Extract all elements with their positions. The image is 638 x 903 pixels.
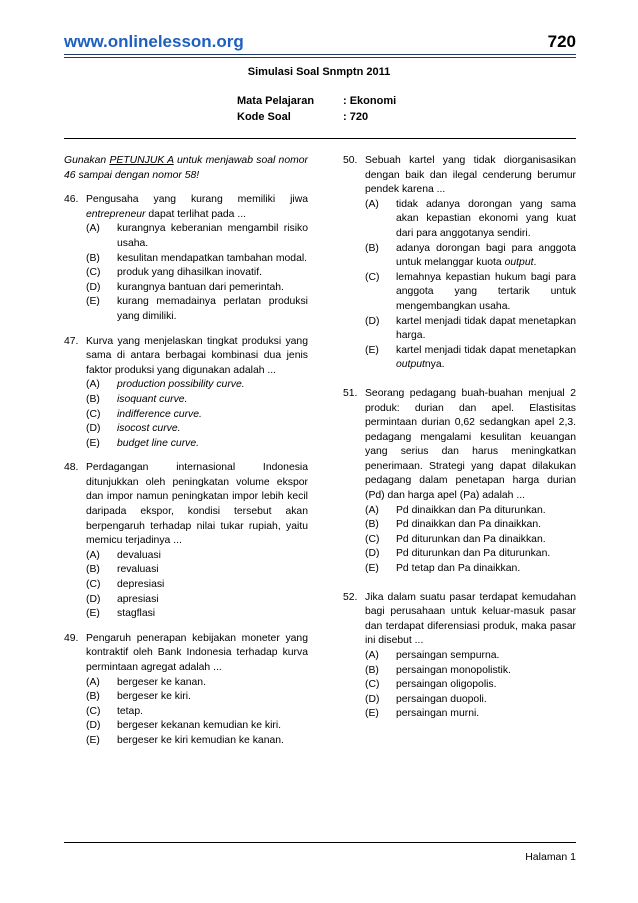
question-50: [343, 154, 576, 373]
instruction-link: PETUNJUK A: [109, 155, 174, 166]
option-a: (A) bergeser ke kanan.: [86, 676, 206, 688]
option-d: (D) isocost curve.: [86, 423, 181, 435]
option-e: (E) bergeser ke kiri kemudian ke kanan.: [86, 734, 284, 746]
option-c: (C) tetap.: [86, 705, 143, 717]
option-b: (B) Pd dinaikkan dan Pa dinaikkan.: [365, 519, 541, 531]
question-stem: Pengusaha yang kurang memiliki jiwa entrepreneur dapat terlihat pada ...: [86, 194, 308, 220]
question-number: 47.: [64, 335, 79, 347]
left-column: [64, 154, 308, 759]
option-a: (A) devaluasi: [86, 549, 161, 561]
right-column: [343, 154, 576, 732]
header-divider: [64, 138, 576, 139]
header-code: 720: [547, 32, 576, 51]
question-stem: Seorang pedagang buah-buahan menjual 2 produk: durian dan apel. Elastisitas permintaan durian 0,62 sedangkan apel 2,3. pedagang mengalami kesulitan keuangan yang serius dan harus meningkatkan penerimaan. Strategi yang dapat dilakukan pedagang dalam penetapan harga durian (Pd) dan harga apel (Pa) adalah ...: [365, 387, 576, 502]
meta-values: [343, 93, 396, 125]
question-number: 51.: [343, 387, 358, 399]
page-header: [64, 28, 576, 58]
option-b: (B) isoquant curve.: [86, 393, 188, 405]
option-e: (E) budget line curve.: [86, 437, 200, 449]
question-51: [343, 387, 576, 577]
instruction: Gunakan PETUNJUK A untuk menjawab soal nomor 46 sampai dengan nomor 58!: [64, 155, 309, 181]
question-52: [343, 591, 576, 722]
question-46: [64, 193, 308, 324]
option-a: (A) Pd dinaikkan dan Pa diturunkan.: [365, 504, 546, 516]
option-d: (D) persaingan duopoli.: [365, 693, 487, 705]
option-e: (E) persaingan murni.: [365, 708, 480, 720]
option-e: (E) kartel menjadi tidak dapat menetapkan outputnya.: [365, 344, 576, 371]
code-value: : 720: [343, 111, 369, 123]
question-stem: Pengaruh penerapan kebijakan moneter yang kontraktif oleh Bank Indonesia terhadap kurva permintaan agregat adalah ...: [86, 632, 308, 673]
option-c: (C) indifference curve.: [86, 408, 202, 420]
footer-divider: [64, 842, 576, 843]
option-e: (E) stagflasi: [86, 608, 156, 620]
option-d: (D) kurangnya bantuan dari pemerintah.: [86, 281, 284, 293]
question-stem: Jika dalam suatu pasar terdapat kemudahan bagi perusahaan untuk keluar-masuk pasar dan terdapat diferensiasi produk, maka pasar ini disebut ...: [365, 591, 576, 647]
option-c: (C) Pd diturunkan dan Pa dinaikkan.: [365, 533, 546, 545]
option-a: (A) persaingan sempurna.: [365, 650, 500, 661]
question-number: 49.: [64, 632, 79, 644]
question-49: [64, 632, 308, 749]
option-a: (A) kurangnya keberanian mengambil risiko usaha.: [86, 223, 308, 249]
site-link[interactable]: www.onlinelesson.org: [64, 32, 244, 51]
question-number: 48.: [64, 462, 79, 474]
exam-title: Simulasi Soal Snmptn 2011: [247, 66, 391, 78]
option-b: (B) adanya dorongan bagi para anggota untuk melanggar kuota output.: [365, 242, 576, 269]
page-number: Halaman 1: [525, 851, 576, 863]
option-a: (A) tidak adanya dorongan yang sama akan kepastian ekonomi yang kuat dari para anggotanya sendiri.: [365, 198, 576, 239]
option-e: (E) kurang memadainya perlatan produksi yang dimiliki.: [86, 296, 308, 322]
meta-labels: [237, 93, 314, 125]
question-stem: Perdagangan internasional Indonesia ditunjukkan oleh peningkatan volume ekspor dan impor namun peningkatan impor lebih kecil daripada ekspor, kondisi tersebut akan berpengaruh terhadap nilai tukar rupiah, yaitu memicu terjadinya ...: [86, 462, 308, 547]
question-stem: Kurva yang menjelaskan tingkat produksi yang sama di antara berbagai kombinasi dua jenis faktor produksi yang digunakan adalah ...: [86, 335, 308, 376]
question-number: 52.: [343, 591, 358, 603]
option-a: (A) production possibility curve.: [86, 379, 245, 391]
option-b: (B) bergeser ke kiri.: [86, 691, 191, 703]
option-b: (B) kesulitan mendapatkan tambahan modal.: [86, 252, 308, 264]
option-c: (C) persaingan oligopolis.: [365, 679, 497, 691]
code-label: Kode Soal: [237, 111, 291, 123]
question-stem: Sebuah kartel yang tidak diorganisasikan dengan baik dan ilegal cenderung berumur pendek karena ...: [365, 155, 576, 196]
subject-value: : Ekonomi: [343, 95, 397, 107]
option-c: (C) depresiasi: [86, 579, 165, 591]
option-d: (D) bergeser kekanan kemudian ke kiri.: [86, 720, 282, 732]
option-e: (E) Pd tetap dan Pa dinaikkan.: [365, 563, 521, 575]
option-c: (C) lemahnya kepastian hukum bagi para anggota yang tertarik untuk mengembangkan usaha.: [365, 271, 576, 312]
option-c: (C) produk yang dihasilkan inovatif.: [86, 267, 262, 279]
option-d: (D) apresiasi: [86, 593, 159, 605]
question-number: 46.: [64, 194, 79, 206]
option-b: (B) persaingan monopolistik.: [365, 664, 511, 676]
option-d: (D) Pd diturunkan dan Pa diturunkan.: [365, 548, 551, 560]
subject-label: Mata Pelajaran: [237, 95, 315, 107]
option-b: (B) revaluasi: [86, 564, 159, 576]
question-47: [64, 335, 308, 452]
question-48: [64, 461, 308, 622]
option-d: (D) kartel menjadi tidak dapat menetapkan harga.: [365, 315, 576, 342]
question-number: 50.: [343, 155, 358, 166]
